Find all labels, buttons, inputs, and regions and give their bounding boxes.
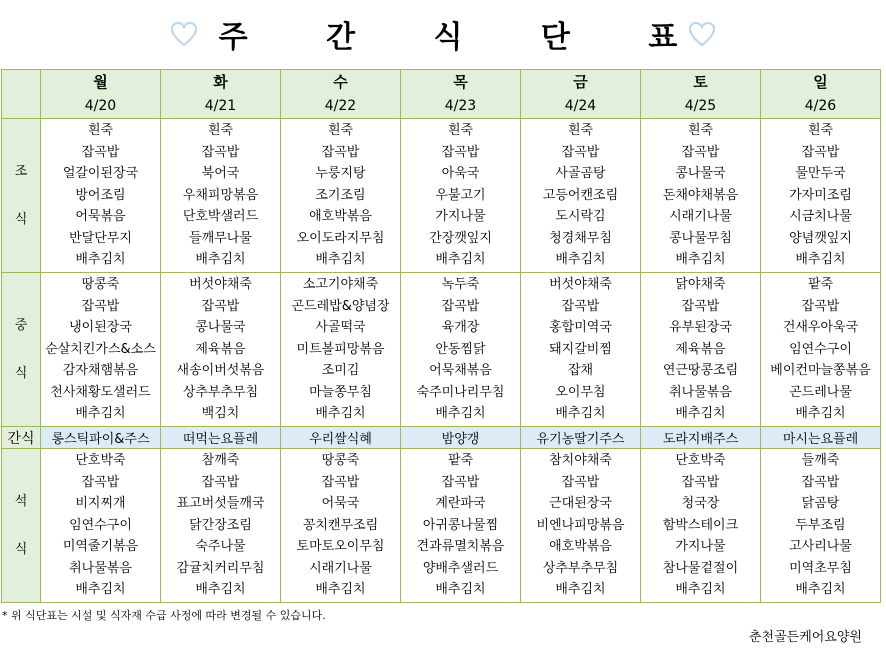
menu-item: 배추김치 (75, 252, 126, 268)
title-bar (0, 0, 886, 68)
menu-item: 육개장 (441, 320, 480, 336)
menu-cell (521, 119, 641, 273)
menu-item: 제육볶음 (675, 341, 726, 357)
menu-item: 취나물볶음 (669, 384, 732, 400)
menu-item: 시래기나물 (309, 560, 372, 576)
menu-item: 잡곡밥 (81, 144, 120, 160)
menu-item: 연근땅콩조림 (662, 363, 739, 379)
menu-item: 잡곡밥 (441, 298, 480, 314)
menu-item: 흰죽 (807, 123, 834, 139)
menu-item: 가지나물 (435, 209, 486, 225)
menu-item: 임연수구이 (69, 517, 132, 533)
menu-item: 가자미조림 (789, 187, 852, 203)
menu-item: 조기조림 (315, 187, 366, 203)
menu-item: 간장깻잎지 (429, 230, 492, 246)
menu-item: 청국장 (681, 496, 720, 512)
menu-item: 우불고기 (435, 187, 486, 203)
menu-item: 잡채 (567, 363, 594, 379)
heart-icon-left (169, 19, 199, 49)
snack-cell: 유기농딸기주스 (521, 427, 641, 449)
menu-item: 감자채햄볶음 (62, 363, 139, 379)
menu-item: 잡곡밥 (681, 144, 720, 160)
menu-cell (161, 273, 281, 427)
menu-item: 토마토오이무침 (296, 539, 385, 555)
menu-item: 잡곡밥 (681, 474, 720, 490)
menu-item: 미트볼피망볶음 (296, 341, 385, 357)
menu-item: 돈채야채볶음 (662, 187, 739, 203)
menu-item: 흰죽 (207, 123, 234, 139)
menu-item: 닭간장조림 (189, 517, 252, 533)
menu-item: 아귀콩나물찜 (422, 517, 499, 533)
menu-item: 양배추샐러드 (422, 560, 499, 576)
menu-item: 배추김치 (315, 406, 366, 422)
menu-item: 버섯야채죽 (189, 277, 252, 293)
menu-item: 오이무침 (555, 384, 606, 400)
day-header: 화 4/21 (161, 70, 281, 119)
menu-cell (761, 119, 881, 273)
menu-item: 잡곡밥 (441, 144, 480, 160)
menu-item: 흰죽 (567, 123, 594, 139)
dinner-row (2, 449, 881, 603)
day-header: 목 4/23 (401, 70, 521, 119)
menu-item: 배추김치 (555, 582, 606, 598)
menu-item: 팥죽 (447, 453, 474, 469)
menu-item: 팥죽 (807, 277, 834, 293)
menu-item: 베이컨마늘쫑볶음 (770, 363, 871, 379)
menu-item: 소고기야채죽 (302, 277, 379, 293)
menu-item: 누룽지탕 (315, 166, 366, 182)
menu-cell (41, 273, 161, 427)
menu-item: 곤드레나물 (789, 384, 852, 400)
menu-item: 잡곡밥 (441, 474, 480, 490)
menu-cell (281, 273, 401, 427)
menu-item: 어묵국 (321, 496, 360, 512)
menu-item: 단호박죽 (675, 453, 726, 469)
menu-item: 배추김치 (435, 406, 486, 422)
menu-item: 안동찜닭 (435, 341, 486, 357)
menu-item: 물만두국 (795, 166, 846, 182)
menu-item: 참깨죽 (201, 453, 240, 469)
menu-item: 비엔나피망볶음 (536, 517, 625, 533)
menu-item: 홍합미역국 (549, 320, 612, 336)
page-title: 주 간 식 단 표 (218, 20, 712, 55)
menu-cell (761, 273, 881, 427)
menu-item: 두부조림 (795, 517, 846, 533)
menu-item: 상추부추무침 (182, 384, 259, 400)
menu-item: 비지찌개 (75, 496, 126, 512)
menu-item: 잡곡밥 (561, 474, 600, 490)
snack-cell: 롱스틱파이&주스 (41, 427, 161, 449)
corner-cell (2, 70, 41, 119)
menu-item: 잡곡밥 (561, 298, 600, 314)
menu-item: 배추김치 (555, 252, 606, 268)
menu-item: 시금치나물 (789, 209, 852, 225)
menu-item: 단호박샐러드 (182, 209, 259, 225)
menu-item: 배추김치 (195, 252, 246, 268)
menu-item: 새송이버섯볶음 (176, 363, 265, 379)
menu-item: 배추김치 (75, 582, 126, 598)
menu-item: 흰죽 (447, 123, 474, 139)
menu-item: 상추부추무침 (542, 560, 619, 576)
menu-item: 잡곡밥 (801, 474, 840, 490)
dinner-label: 석 식 (2, 449, 41, 603)
menu-item: 콩나물국 (195, 320, 246, 336)
menu-item: 도시락김 (555, 209, 606, 225)
menu-item: 배추김치 (75, 406, 126, 422)
menu-cell (41, 449, 161, 603)
menu-item: 잡곡밥 (561, 144, 600, 160)
menu-cell (161, 119, 281, 273)
heart-icon-right (687, 19, 717, 49)
menu-item: 유부된장국 (669, 320, 732, 336)
day-header-row (2, 70, 881, 119)
menu-item: 고사리나물 (789, 539, 852, 555)
menu-item: 곤드레밥&양념장 (291, 298, 390, 314)
day-header: 일 4/26 (761, 70, 881, 119)
menu-item: 돼지갈비찜 (549, 341, 612, 357)
menu-item: 조미김 (321, 363, 360, 379)
menu-item: 잡곡밥 (801, 298, 840, 314)
menu-item: 냉이된장국 (69, 320, 132, 336)
menu-item: 버섯야채죽 (549, 277, 612, 293)
menu-item: 숙주나물 (195, 539, 246, 555)
lunch-label: 중 식 (2, 273, 41, 427)
menu-item: 계란파국 (435, 496, 486, 512)
menu-cell (281, 119, 401, 273)
menu-item: 잡곡밥 (801, 144, 840, 160)
menu-cell (761, 449, 881, 603)
snack-cell: 밤양갱 (401, 427, 521, 449)
menu-cell (401, 449, 521, 603)
menu-item: 미역줄기볶음 (62, 539, 139, 555)
menu-item: 방어조림 (75, 187, 126, 203)
menu-cell (521, 449, 641, 603)
menu-item: 잡곡밥 (201, 144, 240, 160)
menu-item: 어묵볶음 (75, 209, 126, 225)
menu-item: 녹두죽 (441, 277, 480, 293)
menu-item: 흰죽 (327, 123, 354, 139)
menu-item: 흰죽 (87, 123, 114, 139)
footnote: * 위 식단표는 시설 및 식자재 수급 사정에 따라 변경될 수 있습니다. (2, 609, 326, 622)
menu-item: 백김치 (201, 406, 240, 422)
menu-cell (521, 273, 641, 427)
breakfast-row (2, 119, 881, 273)
menu-item: 참나물겉절이 (662, 560, 739, 576)
menu-item: 배추김치 (555, 406, 606, 422)
menu-item: 어묵채볶음 (429, 363, 492, 379)
menu-item: 감귤치커리무침 (176, 560, 265, 576)
snack-cell: 도라지배주스 (641, 427, 761, 449)
menu-item: 함박스테이크 (662, 517, 739, 533)
menu-cell (401, 119, 521, 273)
menu-item: 사골곰탕 (555, 166, 606, 182)
snack-cell: 우리쌀식혜 (281, 427, 401, 449)
menu-item: 배추김치 (315, 582, 366, 598)
organization-name: 춘천골든케어요양원 (748, 630, 862, 645)
menu-item: 천사채황도샐러드 (50, 384, 151, 400)
menu-item: 배추김치 (795, 406, 846, 422)
menu-item: 숙주미나리무침 (416, 384, 505, 400)
menu-cell (161, 449, 281, 603)
snack-cell: 마시는요플레 (761, 427, 881, 449)
menu-cell (41, 119, 161, 273)
menu-item: 애호박볶음 (309, 209, 372, 225)
menu-item: 땅콩죽 (81, 277, 120, 293)
menu-item: 얼갈이된장국 (62, 166, 139, 182)
menu-cell (401, 273, 521, 427)
menu-item: 배추김치 (795, 582, 846, 598)
menu-item: 반달단무지 (69, 230, 132, 246)
menu-item: 청경채무침 (549, 230, 612, 246)
menu-item: 양념깻잎지 (789, 230, 852, 246)
menu-item: 순살치킨가스&소스 (45, 341, 156, 357)
menu-item: 단호박죽 (75, 453, 126, 469)
menu-item: 콩나물무침 (669, 230, 732, 246)
menu-item: 시래기나물 (669, 209, 732, 225)
menu-cell (641, 273, 761, 427)
menu-item: 우채피망볶음 (182, 187, 259, 203)
menu-item: 배추김치 (675, 406, 726, 422)
menu-item: 땅콩죽 (321, 453, 360, 469)
menu-item: 고등어캔조림 (542, 187, 619, 203)
menu-item: 견과류멸치볶음 (416, 539, 505, 555)
menu-item: 마늘쫑무침 (309, 384, 372, 400)
menu-item: 가지나물 (675, 539, 726, 555)
menu-item: 꽁치캔무조림 (302, 517, 379, 533)
menu-item: 잡곡밥 (321, 474, 360, 490)
menu-item: 배추김치 (795, 252, 846, 268)
menu-cell (641, 119, 761, 273)
day-header: 토 4/25 (641, 70, 761, 119)
menu-item: 배추김치 (195, 582, 246, 598)
menu-item: 잡곡밥 (201, 474, 240, 490)
menu-item: 오이도라지무침 (296, 230, 385, 246)
menu-item: 잡곡밥 (201, 298, 240, 314)
menu-item: 취나물볶음 (69, 560, 132, 576)
menu-item: 사골떡국 (315, 320, 366, 336)
snack-cell: 떠먹는요플레 (161, 427, 281, 449)
menu-item: 닭곰탕 (801, 496, 840, 512)
menu-item: 애호박볶음 (549, 539, 612, 555)
menu-item: 북어국 (201, 166, 240, 182)
menu-item: 들깨무나물 (189, 230, 252, 246)
menu-cell (641, 449, 761, 603)
menu-item: 배추김치 (435, 582, 486, 598)
snack-row (2, 427, 881, 449)
menu-item: 잡곡밥 (81, 298, 120, 314)
day-header: 수 4/22 (281, 70, 401, 119)
menu-item: 배추김치 (675, 582, 726, 598)
menu-item: 표고버섯들깨국 (176, 496, 265, 512)
menu-item: 잡곡밥 (681, 298, 720, 314)
menu-item: 임연수구이 (789, 341, 852, 357)
menu-item: 들깨죽 (801, 453, 840, 469)
menu-item: 흰죽 (687, 123, 714, 139)
menu-item: 건새우아욱국 (782, 320, 859, 336)
menu-item: 닭야채죽 (675, 277, 726, 293)
menu-item: 잡곡밥 (321, 144, 360, 160)
menu-item: 아욱국 (441, 166, 480, 182)
day-header: 월 4/20 (41, 70, 161, 119)
snack-label: 간식 (2, 427, 41, 449)
day-header: 금 4/24 (521, 70, 641, 119)
menu-cell (281, 449, 401, 603)
menu-item: 배추김치 (435, 252, 486, 268)
menu-item: 근대된장국 (549, 496, 612, 512)
menu-item: 배추김치 (315, 252, 366, 268)
weekly-menu-table (1, 69, 881, 603)
menu-item: 제육볶음 (195, 341, 246, 357)
lunch-row (2, 273, 881, 427)
menu-item: 콩나물국 (675, 166, 726, 182)
menu-item: 미역초무침 (789, 560, 852, 576)
menu-item: 참치야채죽 (549, 453, 612, 469)
breakfast-label: 조 식 (2, 119, 41, 273)
menu-item: 잡곡밥 (81, 474, 120, 490)
menu-item: 배추김치 (675, 252, 726, 268)
